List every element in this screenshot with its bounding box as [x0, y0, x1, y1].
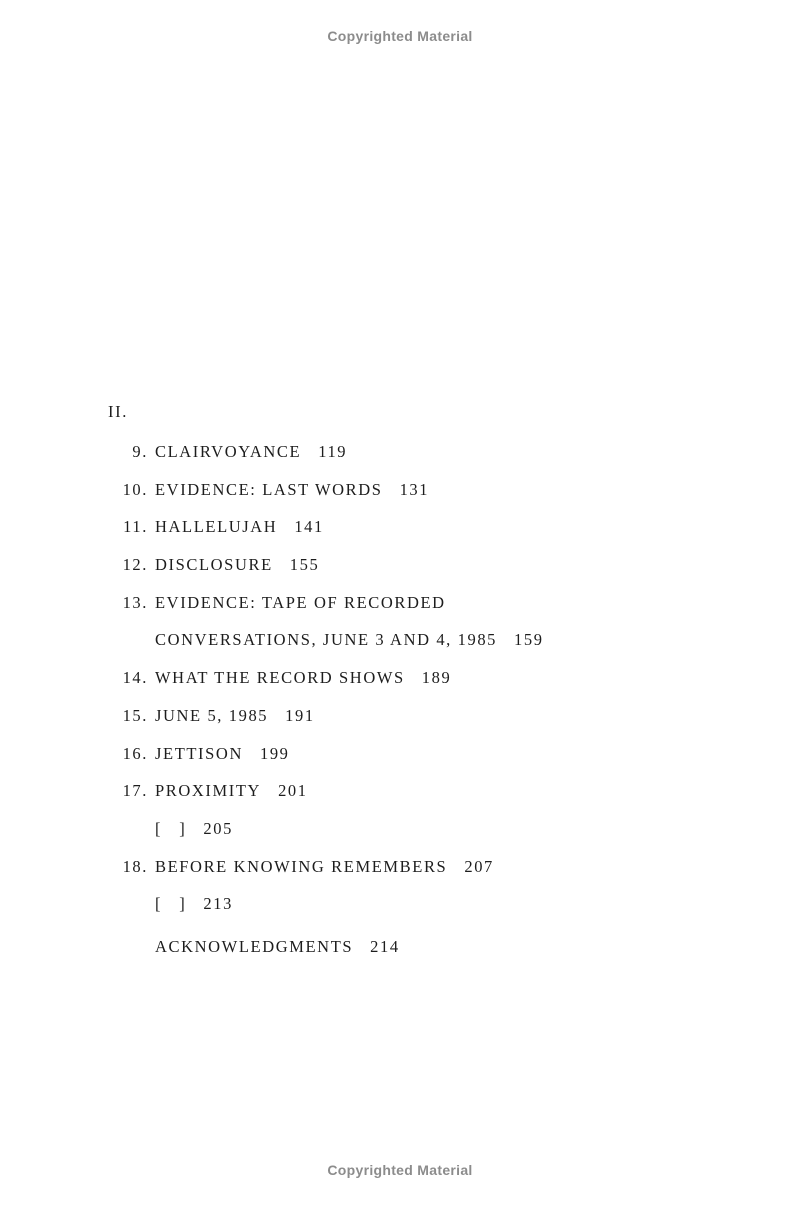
chapter-page: 141: [294, 517, 324, 537]
table-of-contents: [108, 402, 688, 975]
backmatter-page: 214: [370, 937, 400, 957]
toc-entry: [108, 668, 688, 687]
bracket-placeholder: [ ]: [155, 894, 187, 914]
chapter-page: 189: [421, 668, 452, 688]
chapter-number: 17.: [122, 781, 148, 801]
toc-entry: [108, 480, 688, 499]
chapter-number: 14.: [122, 668, 148, 688]
chapter-page: 199: [259, 743, 290, 763]
toc-entry: [108, 517, 688, 536]
section-label: II.: [108, 402, 128, 421]
toc-entry: [108, 744, 688, 763]
chapter-number-spacer: [108, 937, 148, 956]
chapter-number: 11.: [123, 517, 148, 537]
chapter-title: JETTISON: [155, 743, 243, 763]
chapter-number: 16.: [122, 743, 148, 763]
chapter-number: 13.: [122, 592, 148, 612]
toc-backmatter-entry: [108, 937, 688, 956]
chapter-title: DISCLOSURE: [155, 555, 273, 575]
chapter-title: CLAIRVOYANCE: [155, 442, 302, 461]
chapter-number-spacer: [108, 819, 148, 838]
chapter-title: EVIDENCE: TAPE OF RECORDED: [155, 592, 446, 612]
bracket-placeholder: [ ]: [155, 818, 187, 838]
toc-entry-continuation: [108, 630, 688, 649]
chapter-number-spacer: [108, 630, 148, 649]
chapter-page: 159: [514, 630, 544, 650]
backmatter-title: ACKNOWLEDGMENTS: [155, 937, 354, 957]
chapter-number: 10.: [122, 479, 148, 499]
chapter-number: 15.: [122, 705, 148, 725]
chapter-page: 131: [399, 479, 430, 499]
chapter-title: HALLELUJAH: [155, 517, 278, 537]
toc-entry: [108, 706, 688, 725]
toc-entry: [108, 781, 688, 800]
chapter-title: JUNE 5, 1985: [155, 705, 269, 725]
chapter-title: WHAT THE RECORD SHOWS: [155, 668, 405, 688]
toc-entry: [108, 857, 688, 876]
chapter-page: 207: [464, 856, 494, 876]
chapter-number-spacer: [108, 894, 148, 913]
toc-entry: [108, 442, 688, 461]
toc-entry-unnumbered: [108, 894, 688, 913]
chapter-title: BEFORE KNOWING REMEMBERS: [155, 856, 448, 876]
section-heading: [108, 402, 688, 421]
chapter-title: PROXIMITY: [155, 781, 262, 801]
chapter-number: 18.: [122, 856, 148, 876]
toc-entry-unnumbered: [108, 819, 688, 838]
chapter-number: 9.: [132, 442, 148, 461]
chapter-title-continuation: CONVERSATIONS, JUNE 3 AND 4, 1985: [155, 630, 498, 650]
chapter-number: 12.: [122, 555, 148, 575]
toc-entry: [108, 593, 688, 612]
chapter-page: 213: [203, 894, 233, 914]
chapter-page: 119: [318, 442, 348, 461]
chapter-page: 205: [203, 818, 233, 838]
chapter-page: 155: [289, 555, 320, 575]
chapter-title: EVIDENCE: LAST WORDS: [155, 479, 383, 499]
chapter-page: 191: [285, 705, 315, 725]
toc-entry: [108, 555, 688, 574]
copyright-banner-top: Copyrighted Material: [327, 28, 473, 44]
copyright-banner-bottom: Copyrighted Material: [327, 1162, 473, 1178]
chapter-page: 201: [278, 781, 308, 801]
